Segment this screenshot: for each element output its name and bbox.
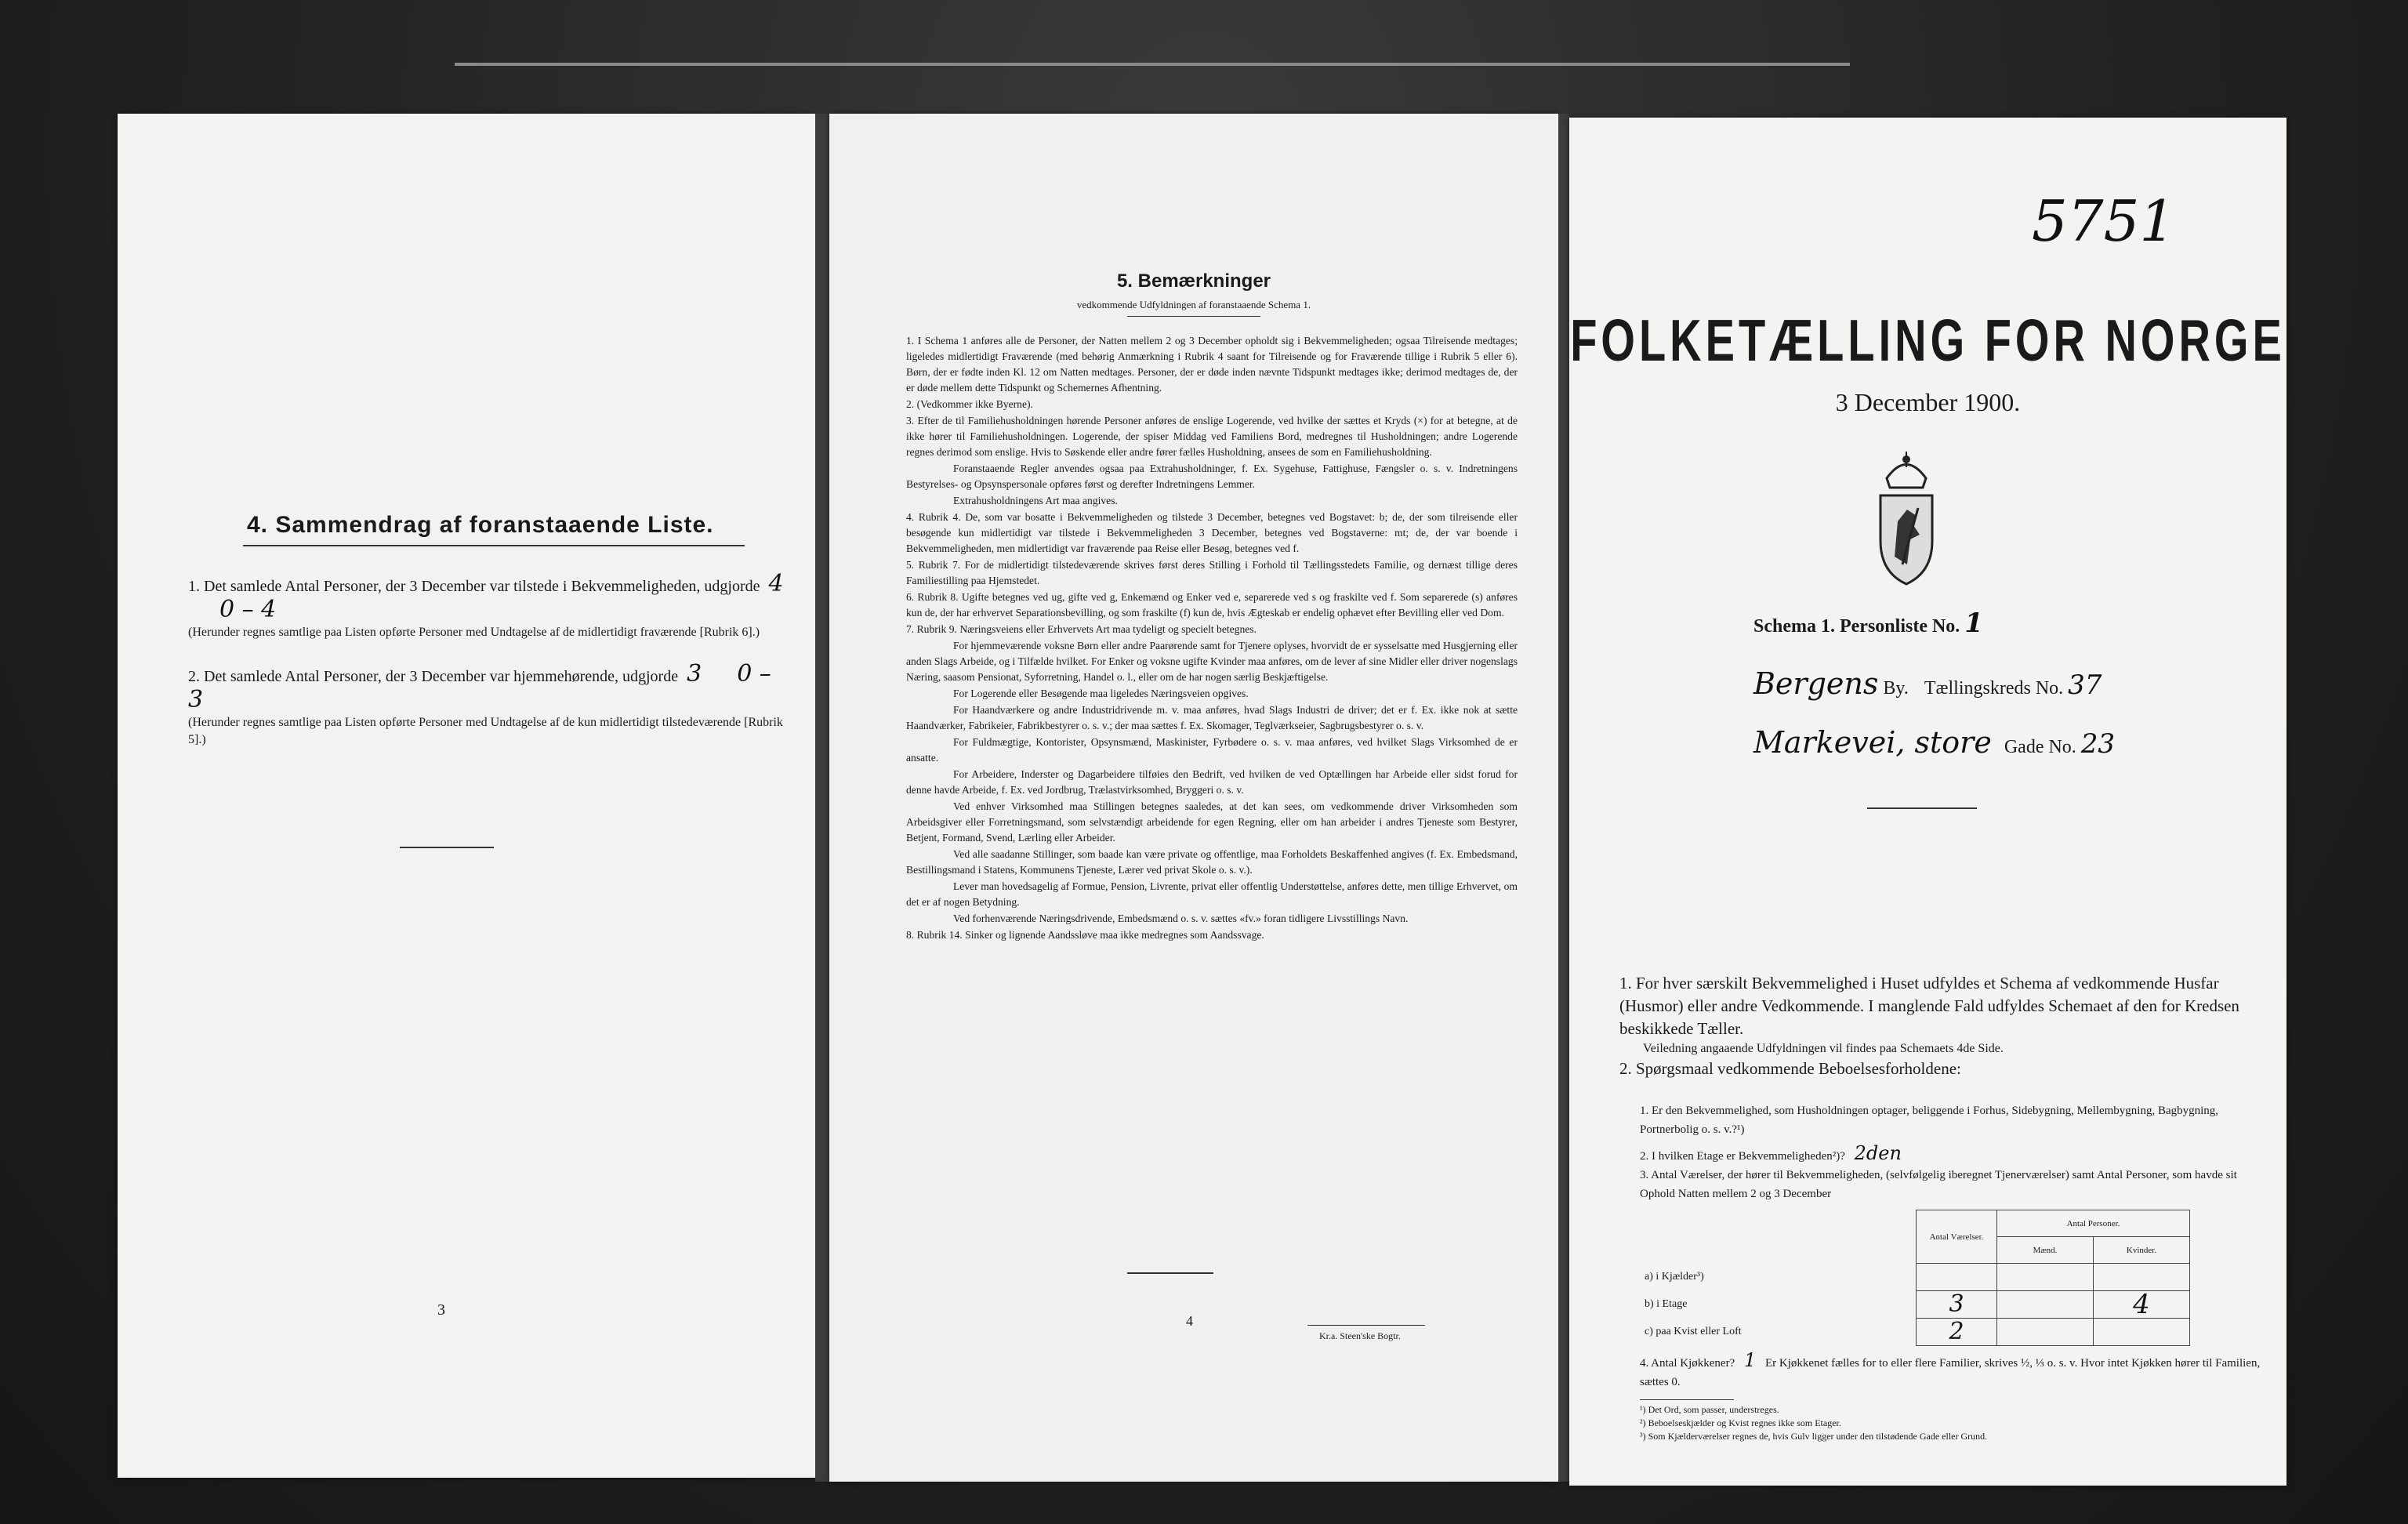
footnote-3: ³) Som Kjælderværelser regnes de, hvis Gulv ligger under den tilstødende Gade eller Grund. <box>1640 1431 1988 1442</box>
hand-present-count: 4 <box>768 570 784 597</box>
remark-paragraph: For Logerende eller Besøgende maa ligeledes Næringsveien opgives. <box>953 688 1249 699</box>
question-4-line <box>1640 1351 2263 1392</box>
hand-list-number: 1 <box>1964 608 1983 639</box>
archive-number-hand: 5751 <box>2032 188 2176 254</box>
hand-street-number: 23 <box>2080 728 2116 760</box>
instructions <box>1619 972 2262 1080</box>
schema-line <box>1753 608 1983 639</box>
remark-paragraph: For Haandværkere og andre Industridrivende m. v. maa anføres, hvad Slags Industri de driver; det er f. Ex. ikke nok at sætte Haandværker, Fabrikeier, Fabrikbestyrer o. s. v.; der maa sættes f. Ex. Skomager, Teglværkseier, Sagbrugsbestyrer o. s. v. <box>906 704 1518 731</box>
scan-edge-line <box>455 63 1850 66</box>
hand-present-split: 0 – 4 <box>219 596 277 623</box>
page-number: 4 <box>1186 1313 1193 1329</box>
col-men: Mænd. <box>1997 1237 2094 1264</box>
remark-paragraph: Lever man hovedsagelig af Formue, Pension, Livrente, privat eller offentlig Understøttelse, anføres dette, men tillige Erhvervet, om det er af nogen Betydning. <box>906 880 1518 908</box>
remark-paragraph: 8. Rubrik 14. Sinker og lignende Aandssløve maa ikke medregnes som Aandssvage. <box>906 929 1264 941</box>
middle-page <box>829 114 1558 1482</box>
hand-street: Markevei, store <box>1753 725 1992 760</box>
remark-paragraph: For hjemmeværende voksne Børn eller andre Paarørende samt for Tjenere oplyses, hvorvidt de er sysselsatte med Husgjerning eller anden Slags Arbeide, og i Tilfælde hvilket. For Enker og voksne ugifte Kvinder maa anføres, om de lever af sine Midler eller driver nogenslags Næring, saasom Pensionat, Syforretning, Handel o. l., eller om de har nogen særlig Beskjæftigelse. <box>906 640 1518 683</box>
city-label: By. <box>1883 678 1909 698</box>
street-label: Gade No. <box>2004 737 2076 757</box>
housing-questions <box>1640 1101 2263 1443</box>
summary-item-1-note: (Herunder regnes samtlige paa Listen opførte Personer med Undtagelse af de midlertidigt fraværende [Rubrik 6].) <box>188 626 760 639</box>
remark-paragraph: 2. (Vedkommer ikke Byerne). <box>906 398 1033 410</box>
book-gutter-left <box>815 114 829 1482</box>
summary-title: 4. Sammendrag af foranstaaende Liste. <box>247 512 714 538</box>
footnote-rule <box>1640 1399 1734 1400</box>
rooms-table <box>1640 1210 2190 1346</box>
table-row: c) paa Kvist eller Loft 2 <box>1640 1319 2190 1346</box>
city-line <box>1753 666 2102 701</box>
col-persons: Antal Personer. <box>1997 1210 2190 1237</box>
census-title: FOLKETÆLLING FOR NORGE <box>1570 307 2286 374</box>
schema-label: Schema 1. Personliste No. <box>1753 616 1960 637</box>
footnote-1: ¹) Det Ord, som passer, understreges. <box>1640 1404 1779 1415</box>
summary-item-1-text: 1. Det samlede Antal Personer, der 3 December var tilstede i Bekvemmeligheden, udgjorde <box>188 578 760 595</box>
hand-floor: 2den <box>1854 1142 1902 1164</box>
end-rule <box>1127 1272 1213 1274</box>
printer-rule <box>1307 1325 1425 1326</box>
remarks-list <box>906 333 1518 944</box>
book-gutter-right <box>1558 114 1569 1482</box>
page-number: 3 <box>437 1301 445 1319</box>
printer-name: Kr.a. Steen'ske Bogtr. <box>1319 1330 1401 1341</box>
question-4-rest: Er Kjøkkenet fælles for to eller flere Familier, skrives ½, ⅓ o. s. v. Hvor intet Kjøkken hører til Familien, sættes 0. <box>1640 1357 2261 1388</box>
summary-item-2 <box>188 662 784 749</box>
remark-paragraph: For Fuldmægtige, Kontorister, Opsynsmænd, Maskinister, Fyrbødere o. s. v. maa anføres, ved hvilket Slags Virksomhed de er ansatte. <box>906 736 1518 764</box>
remark-paragraph: 5. Rubrik 7. For de midlertidigt tilstedeværende skrives først deres Stilling i Forhold til Tællingsstedets Familie, og dernæst tillige deres Familiestilling paa Hjemstedet. <box>906 559 1518 586</box>
hand-city: Bergens <box>1753 666 1879 701</box>
col-women: Kvinder. <box>2094 1237 2190 1264</box>
remark-paragraph: Foranstaaende Regler anvendes ogsaa paa Extrahusholdninger, f. Ex. Sygehuse, Fattighuse, Fængsler o. s. v. Indretningens Bestyrelses- og Opsynspersonale opføres først og derefter Indretningens Lemmer. <box>906 463 1518 490</box>
footnote-2: ²) Beboelseskjælder og Kvist regnes ikke som Etager. <box>1640 1417 1841 1428</box>
hand-resident-count: 3 <box>687 660 702 688</box>
census-date: 3 December 1900. <box>1835 388 2021 416</box>
remark-paragraph: Ved alle saadanne Stillinger, som baade kan være private og offentlige, maa Forholdets Beskaffenhed angives (f. Ex. Embedsmand, Bestillingsmand i Statens, Kommunens Tjeneste, Lærer ved privat Skole o. s. v.). <box>906 848 1518 876</box>
summary-item-1 <box>188 572 784 641</box>
right-page <box>1569 118 2287 1486</box>
district-label: Tællingskreds No. <box>1924 678 2064 698</box>
instruction-guide: Veiledning angaaende Udfyldningen vil findes paa Schemaets 4de Side. <box>1643 1042 2004 1055</box>
footnotes <box>1640 1403 2263 1443</box>
remarks-title: 5. Bemærkninger <box>1116 270 1271 292</box>
coat-of-arms-icon <box>1871 447 1942 592</box>
title-underline <box>243 545 745 546</box>
left-page <box>118 114 815 1478</box>
hand-district: 37 <box>2068 669 2102 701</box>
remarks-subtitle: vedkommende Udfyldningen af foranstaaende Schema 1. <box>1076 299 1311 310</box>
remark-paragraph: 3. Efter de til Familiehusholdningen hørende Personer anføres de enslige Logerende, ved hvilke der sættes et Kryds (×) for at betegne, at de ikke hører til Familiehusholdningen. Logerende, der spiser Middag ved Familiens Bord, medregnes til Husholdningen; andre Logerende regnes derimod som enslige. Hvis to Søskende eller andre fører fælles Husholdning, ansees de som en Familiehusholdning. <box>906 415 1518 458</box>
remark-paragraph: 1. I Schema 1 anføres alle de Personer, der Natten mellem 2 og 3 December opholdt sig i Bekvemmeligheden; ogsaa Tilreisende medtages; ligeledes midlertidigt Fraværende (med behørig Anmærkning i Rubrik 4 saant for Tilreisende og for Fraværende tillige i Rubrik 5 eller 6). Børn, der er fødte inden Kl. 12 om Natten medtages. Personer, der er døde inden nævnte Tidspunkt medtages ikke; derimod medtages de, der er døde mellem dette Tidspunkt og Schemernes Afhentning. <box>906 335 1518 394</box>
section-rule <box>1867 807 1977 809</box>
summary-item-2-text: 2. Det samlede Antal Personer, der 3 December var hjemmehørende, udgjorde <box>188 668 679 685</box>
street-line <box>1753 725 2115 760</box>
hand-resident-split: 0 – 3 <box>188 660 771 713</box>
question-1: 1. Er den Bekvemmelighed, som Husholdningen optager, beliggende i Forhus, Sidebygning, Mellembygning, Bagbygning, Portnerbolig o. s. v.?¹) <box>1640 1105 2219 1136</box>
col-rooms: Antal Værelser. <box>1917 1210 1997 1264</box>
hand-kitchens: 1 <box>1743 1349 1757 1371</box>
remark-paragraph: Ved enhver Virksomhed maa Stillingen betegnes saaledes, at det kan sees, om vedkommende driver Virksomheden som Arbeidsgiver eller Forretningsmand, som selvstændigt arbeidende for egen Regning, eller om han arbeider i andres Tjeneste som Bestyrer, Betjent, Formand, Svend, Lærling eller Arbeider. <box>906 800 1518 844</box>
table-row: a) i Kjælder³) <box>1640 1264 2190 1291</box>
question-2: 2. I hvilken Etage er Bekvemmeligheden²)? <box>1640 1150 1845 1163</box>
remark-paragraph: 7. Rubrik 9. Næringsveiens eller Erhvervets Art maa tydeligt og specielt betegnes. <box>906 623 1257 635</box>
remark-paragraph: 6. Rubrik 8. Ugifte betegnes ved ug, gifte ved g, Enkemænd og Enker ved e, separerede ved s og fraskilte ved f. Som separerede (s) anføres kun de, der har erhvervet Separationsbevilling, og som fraskilte (f) kun de, hvis Ægteskab er endelig ophævet efter Bevilling eller ved Dom. <box>906 591 1518 619</box>
section-rule <box>400 847 494 848</box>
remark-paragraph: For Arbeidere, Inderster og Dagarbeidere tilføies den Bedrift, ved hvilken de ved Optællingen har Arbeide eller sidst forud for denne havde Arbeide, f. Ex. ved Jordbrug, Trælastvirksomhed, Bryggeri o. s. v. <box>906 768 1518 796</box>
question-2-line <box>1640 1144 2263 1166</box>
instruction-1: 1. For hver særskilt Bekvemmelighed i Huset udfyldes et Schema af vedkommende Husfar (Husmor) eller andre Vedkommende. I manglende Fald udfyldes Schemaet af den for Kredsen beskikkede Tæller. <box>1619 974 2239 1038</box>
question-3: 3. Antal Værelser, der hører til Bekvemmeligheden, (selvfølgelig iberegnet Tjenerværelser) samt Antal Personer, som havde sit Ophold Natten mellem 2 og 3 December <box>1640 1169 2237 1200</box>
subtitle-rule <box>1127 316 1260 317</box>
remark-paragraph: 4. Rubrik 4. De, som var bosatte i Bekvemmeligheden og tilstede 3 December, betegnes ved Bogstavet: b; de, der som tilreisende eller besøgende kun midlertidigt var tilstede i Bekvemmeligheden 3 December, betegnes ved Bogstaverne: mt; de, der var boende i Bekvemmeligheden, men midlertidigt var fraværende paa Reise eller Besøg, betegnes ved f. <box>906 511 1518 554</box>
table-row: b) i Etage 3 4 <box>1640 1291 2190 1319</box>
remark-paragraph: Extrahusholdningens Art maa angives. <box>953 495 1118 506</box>
summary-item-2-note: (Herunder regnes samtlige paa Listen opførte Personer med Undtagelse af de kun midlertidigt tilstedeværende [Rubrik 5].) <box>188 716 783 746</box>
instruction-2: 2. Spørgsmaal vedkommende Beboelsesforholdene: <box>1619 1059 1961 1078</box>
remark-paragraph: Ved forhenværende Næringsdrivende, Embedsmænd o. s. v. sættes «fv.» foran tidligere Livsstillings Navn. <box>953 913 1409 924</box>
question-4: 4. Antal Kjøkkener? <box>1640 1357 1735 1370</box>
